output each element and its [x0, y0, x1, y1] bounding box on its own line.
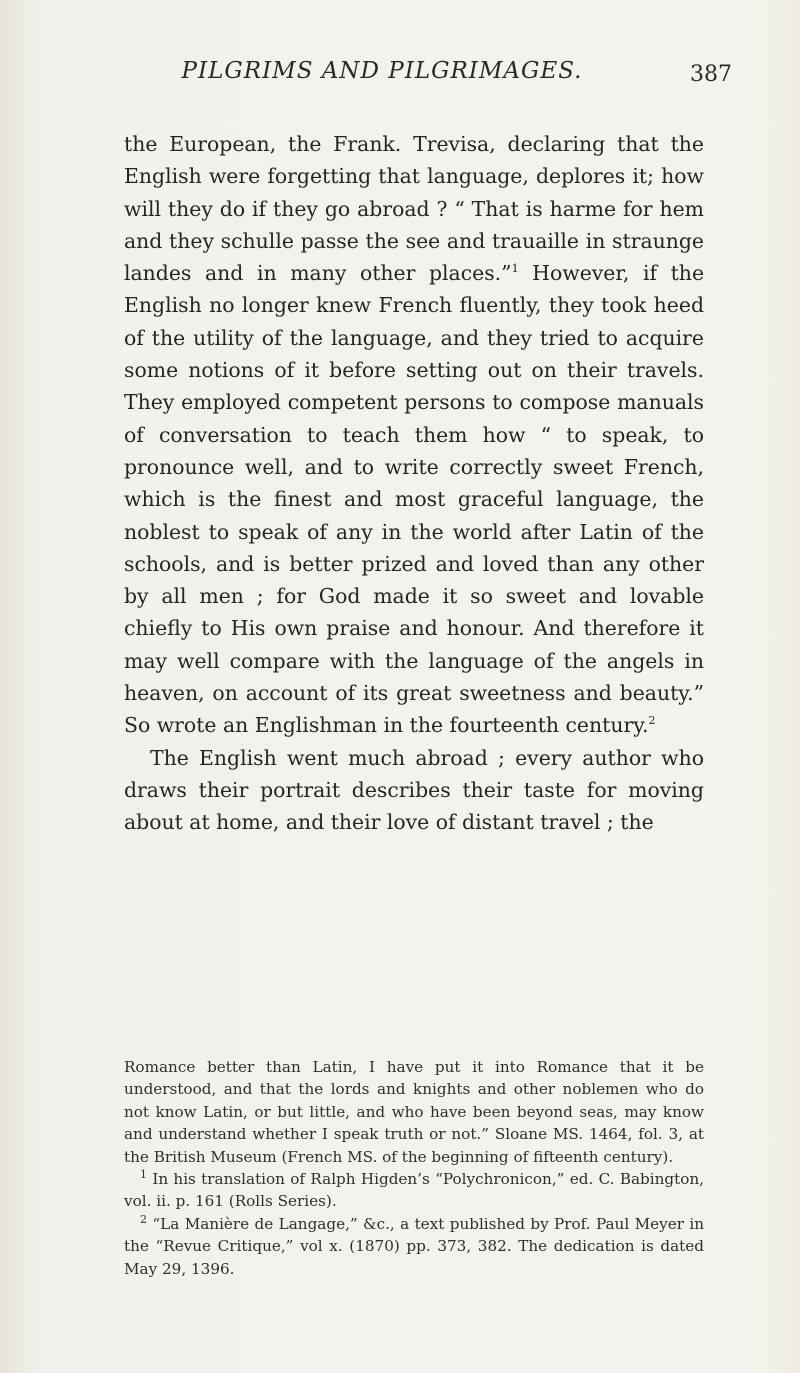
footnote-2-text: “La Manière de Langage,” &c., a text published by Prof. Paul Meyer in the “Revue Critique,” vol x. (1870) pp. 373, 382. The dedication is dated May 29, 1396.	[124, 1214, 704, 1278]
footnote-1-text: In his translation of Ralph Higden’s “Polychronicon,” ed. C. Babington, vol. ii. p. 161 (Rolls Series).	[124, 1170, 704, 1211]
running-title: PILGRIMS AND PILGRIMAGES.	[181, 58, 583, 84]
footnote-2-marker: 2	[140, 1212, 147, 1226]
footnote-1	[124, 1168, 704, 1213]
paragraph-1	[124, 128, 704, 742]
main-text	[124, 128, 704, 839]
page-number: 387	[690, 62, 732, 87]
footnote-2	[124, 1213, 704, 1280]
footnote-ref-2: 2	[648, 714, 656, 728]
paragraph-2: The English went much abroad ; every author who draws their portrait describes their taste for moving about at home, and their love of distant travel ; the	[124, 745, 704, 835]
paragraph-1-part-a: the European, the Frank. Trevisa, declaring that the English were forgetting that language, deplores it; how will they do if they go abroad ? “ That is harme for hem and they schulle passe the see and trauaille in straunge landes and in many other places.”	[124, 132, 704, 286]
footnote-ref-1: 1	[511, 262, 519, 276]
paragraph-1-part-b: However, if the English no longer knew French fluently, they took heed of the utility of the language, and they tried to acquire some notions of it before setting out on their travels. They employed competent persons to compose manuals of conversation to teach them how “ to speak, to pronounce well, and to write correctly sweet French, which is the finest and most graceful language, the noblest to speak of any in the world after Latin of the schools, and is better prized and loved than any other by all men ; for God made it so sweet and lovable chiefly to His own praise and honour. And therefore it may well compare with the language of the angels in heaven, on account of its great sweetness and beauty.” So wrote an Englishman in the fourteenth century.	[124, 261, 705, 738]
footnote-1-marker: 1	[140, 1167, 147, 1181]
footnote-continued: Romance better than Latin, I have put it into Romance that it be understood, and that the lords and knights and other noblemen who do not know Latin, or but little, and who have been beyond seas, may know and understand whether I speak truth or not.” Sloane MS. 1464, fol. 3, at the British Museum (French MS. of the beginning of fifteenth century).	[124, 1058, 704, 1166]
footnotes	[124, 1056, 704, 1280]
